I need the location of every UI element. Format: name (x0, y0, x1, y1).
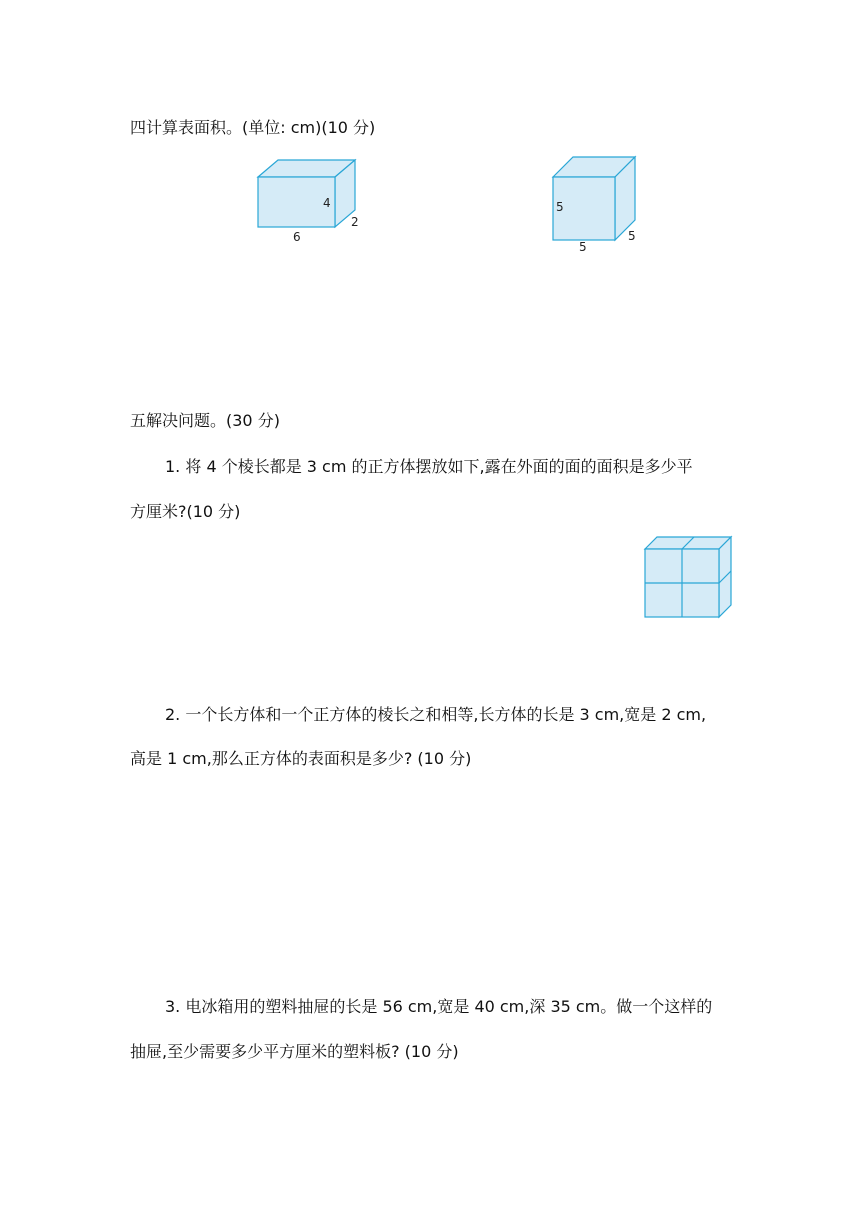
cube-drawing (545, 150, 675, 260)
q1-line1: 1. 将 4 个棱长都是 3 cm 的正方体摆放如下,露在外面的面的面积是多少平 (165, 457, 693, 476)
q3-line2: 抽屉,至少需要多少平方厘米的塑料板? (10 分) (130, 1042, 459, 1061)
cube-figure (545, 150, 675, 260)
q3-line1: 3. 电冰箱用的塑料抽屉的长是 56 cm,宽是 40 cm,深 35 cm。做一个这样的 (165, 997, 713, 1016)
cuboid-width-label: 2 (351, 215, 359, 229)
cube-height-label: 5 (556, 200, 564, 214)
q2-line2: 高是 1 cm,那么正方体的表面积是多少? (10 分) (130, 749, 472, 768)
cube-width-label: 5 (628, 229, 636, 243)
cuboid-figure (250, 152, 380, 247)
cube-length-label: 5 (579, 240, 587, 254)
section4-heading: 四计算表面积。(单位: cm)(10 分) (130, 118, 376, 137)
four-cubes-figure (640, 533, 740, 623)
q1-line2: 方厘米?(10 分) (130, 502, 241, 521)
q2-line1: 2. 一个长方体和一个正方体的棱长之和相等,长方体的长是 3 cm,宽是 2 cm, (165, 705, 707, 724)
cuboid-height-label: 4 (323, 196, 331, 210)
four-cubes-drawing (640, 533, 740, 623)
cuboid-drawing (250, 152, 380, 247)
section5-heading: 五解决问题。(30 分) (130, 411, 280, 430)
cuboid-length-label: 6 (293, 230, 301, 244)
